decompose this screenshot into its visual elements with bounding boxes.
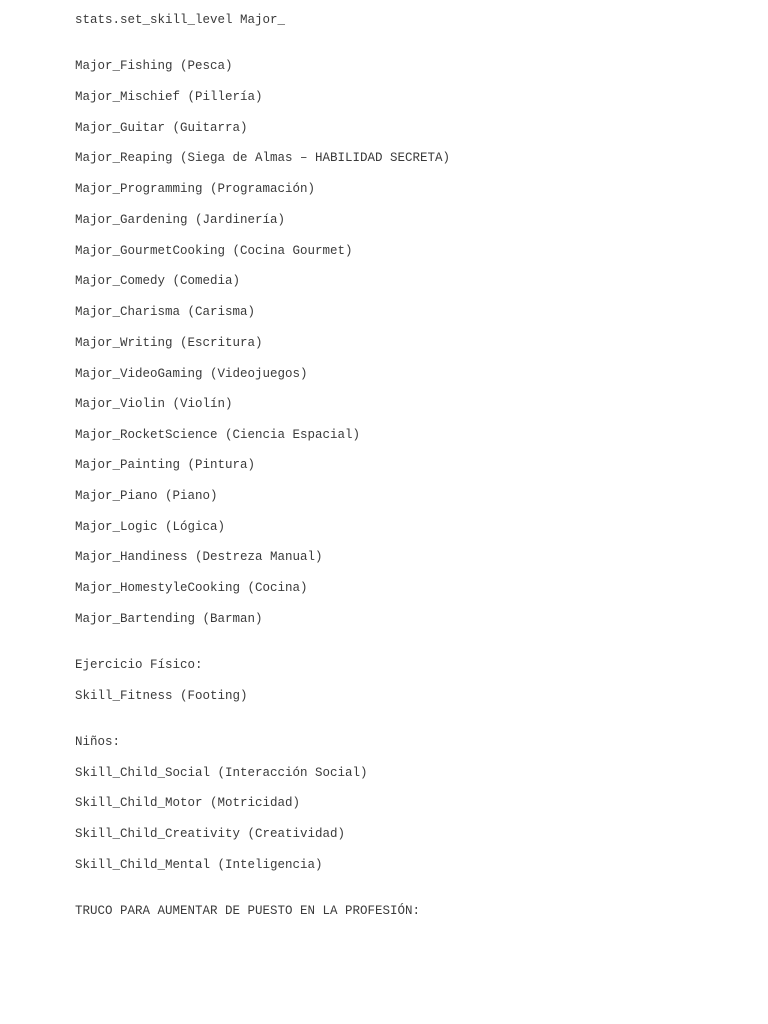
skill-line: Major_Fishing (Pesca): [75, 59, 233, 73]
skill-line: Major_Bartending (Barman): [75, 612, 263, 626]
skill-line: Major_Charisma (Carisma): [75, 305, 256, 319]
skill-line: Major_Gardening (Jardinería): [75, 213, 286, 227]
skill-line: Major_Piano (Piano): [75, 489, 218, 503]
skill-line: Major_VideoGaming (Videojuegos): [75, 367, 308, 381]
skill-line: Major_Handiness (Destreza Manual): [75, 550, 323, 564]
fitness-heading: Ejercicio Físico:: [75, 658, 203, 672]
skill-line: Major_Mischief (Pillería): [75, 90, 263, 104]
career-heading: TRUCO PARA AUMENTAR DE PUESTO EN LA PROFESIÓN:: [75, 904, 421, 918]
skill-line: Major_Writing (Escritura): [75, 336, 263, 350]
skill-line: Major_Logic (Lógica): [75, 520, 226, 534]
skill-line: Major_GourmetCooking (Cocina Gourmet): [75, 244, 353, 258]
skill-line: Major_RocketScience (Ciencia Espacial): [75, 428, 361, 442]
skill-line: Skill_Child_Motor (Motricidad): [75, 796, 301, 810]
skill-line: Skill_Child_Creativity (Creatividad): [75, 827, 346, 841]
skill-line: Skill_Fitness (Footing): [75, 689, 248, 703]
skill-line: Major_Guitar (Guitarra): [75, 121, 248, 135]
skill-line: Major_HomestyleCooking (Cocina): [75, 581, 308, 595]
skill-line: Skill_Child_Mental (Inteligencia): [75, 858, 323, 872]
skill-line: Major_Programming (Programación): [75, 182, 316, 196]
skill-line: Skill_Child_Social (Interacción Social): [75, 766, 368, 780]
skill-line: Major_Reaping (Siega de Almas – HABILIDAD SECRETA): [75, 151, 451, 165]
skill-line: Major_Painting (Pintura): [75, 458, 256, 472]
command-line: stats.set_skill_level Major_: [75, 13, 286, 27]
skill-line: Major_Comedy (Comedia): [75, 274, 241, 288]
skill-line: Major_Violin (Violín): [75, 397, 233, 411]
children-heading: Niños:: [75, 735, 121, 749]
